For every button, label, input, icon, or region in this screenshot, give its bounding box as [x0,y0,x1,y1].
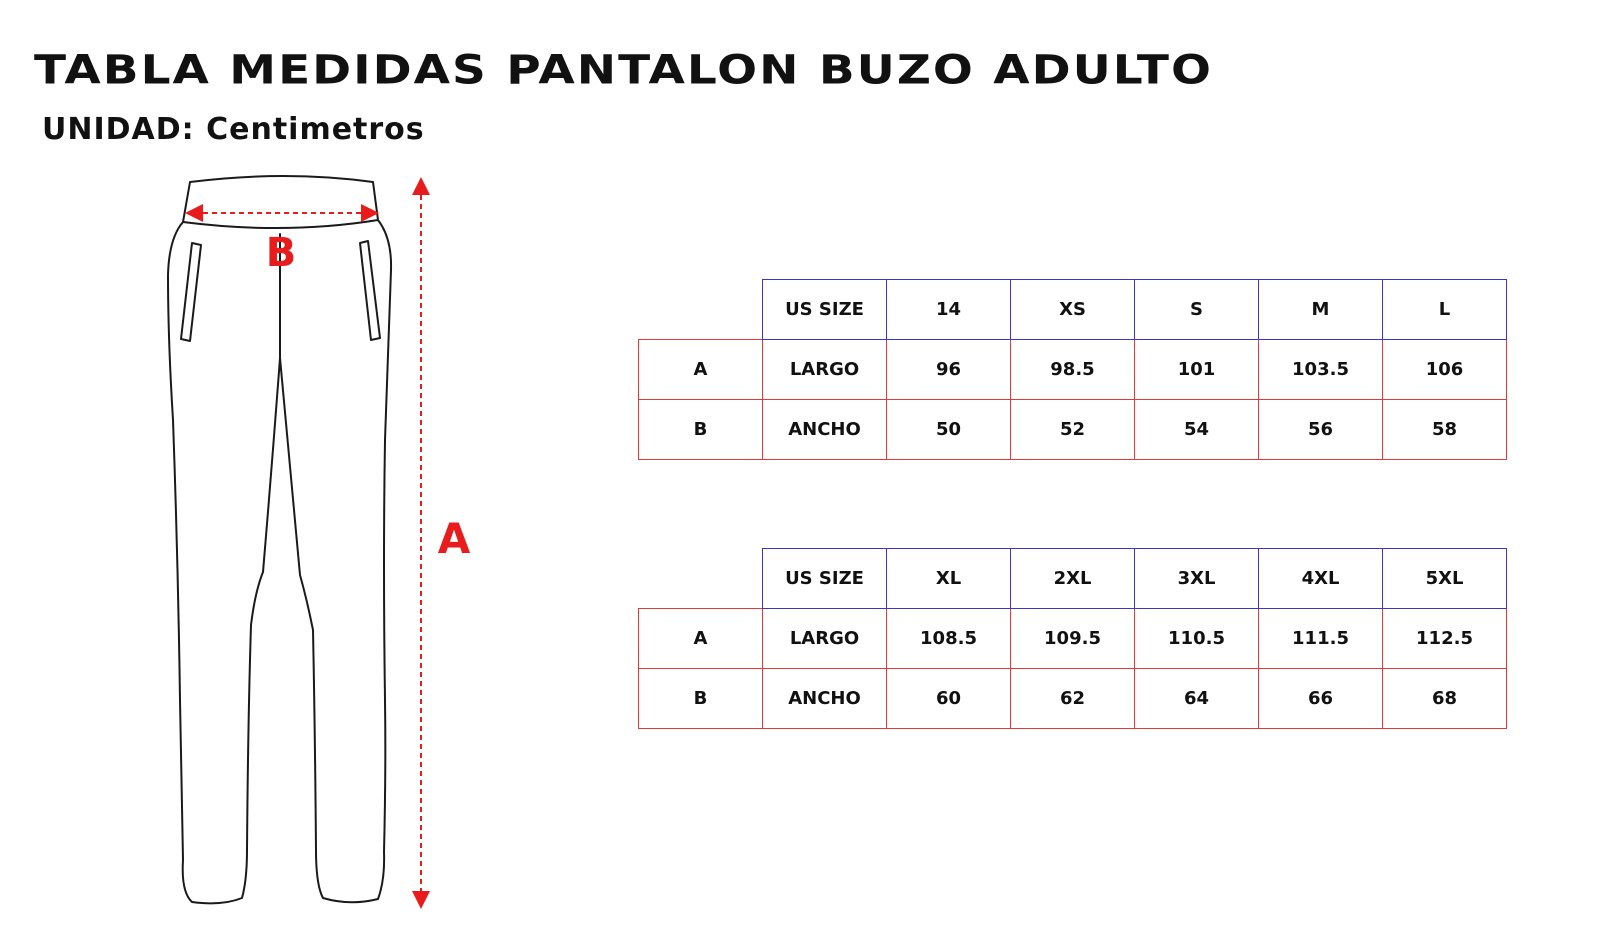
header-cell: 14 [887,280,1011,340]
row-name: LARGO [763,340,887,400]
table-row [639,669,1507,729]
table-corner-blank [639,280,763,340]
value-cell: 62 [1011,669,1135,729]
value-cell: 103.5 [1259,340,1383,400]
header-cell: L [1383,280,1507,340]
header-cell: 4XL [1259,549,1383,609]
value-cell: 108.5 [887,609,1011,669]
value-cell: 56 [1259,400,1383,460]
dimension-label-b: B [265,230,297,276]
header-cell: M [1259,280,1383,340]
value-cell: 52 [1011,400,1135,460]
row-code: B [639,400,763,460]
table-row [639,340,1507,400]
leg-outline [168,220,391,903]
value-cell: 64 [1135,669,1259,729]
value-cell: 96 [887,340,1011,400]
waistband [183,176,378,228]
header-cell: 2XL [1011,549,1135,609]
header-cell: US SIZE [763,549,887,609]
value-cell: 110.5 [1135,609,1259,669]
page-title: TABLA MEDIDAS PANTALON BUZO ADULTO [34,46,1213,94]
table-header-row [639,549,1507,609]
value-cell: 101 [1135,340,1259,400]
value-cell: 109.5 [1011,609,1135,669]
row-name: LARGO [763,609,887,669]
value-cell: 58 [1383,400,1507,460]
value-cell: 98.5 [1011,340,1135,400]
unit-subtitle: UNIDAD: Centimetros [42,112,425,147]
dimension-label-a: A [437,514,471,563]
value-cell: 112.5 [1383,609,1507,669]
value-cell: 66 [1259,669,1383,729]
header-cell: S [1135,280,1259,340]
row-code: A [639,340,763,400]
left-pocket [181,243,201,341]
row-code: B [639,669,763,729]
header-cell: 3XL [1135,549,1259,609]
row-name: ANCHO [763,669,887,729]
header-cell: XL [887,549,1011,609]
table-header-row [639,280,1507,340]
table-corner-blank [639,549,763,609]
value-cell: 106 [1383,340,1507,400]
value-cell: 111.5 [1259,609,1383,669]
size-table-2 [638,548,1507,729]
size-table-1 [638,279,1507,460]
value-cell: 50 [887,400,1011,460]
pants-outline [168,176,391,903]
table-row [639,400,1507,460]
value-cell: 68 [1383,669,1507,729]
header-cell: XS [1011,280,1135,340]
row-code: A [639,609,763,669]
right-pocket [360,241,380,340]
table-row [639,609,1507,669]
row-name: ANCHO [763,400,887,460]
value-cell: 54 [1135,400,1259,460]
header-cell: 5XL [1383,549,1507,609]
header-cell: US SIZE [763,280,887,340]
value-cell: 60 [887,669,1011,729]
